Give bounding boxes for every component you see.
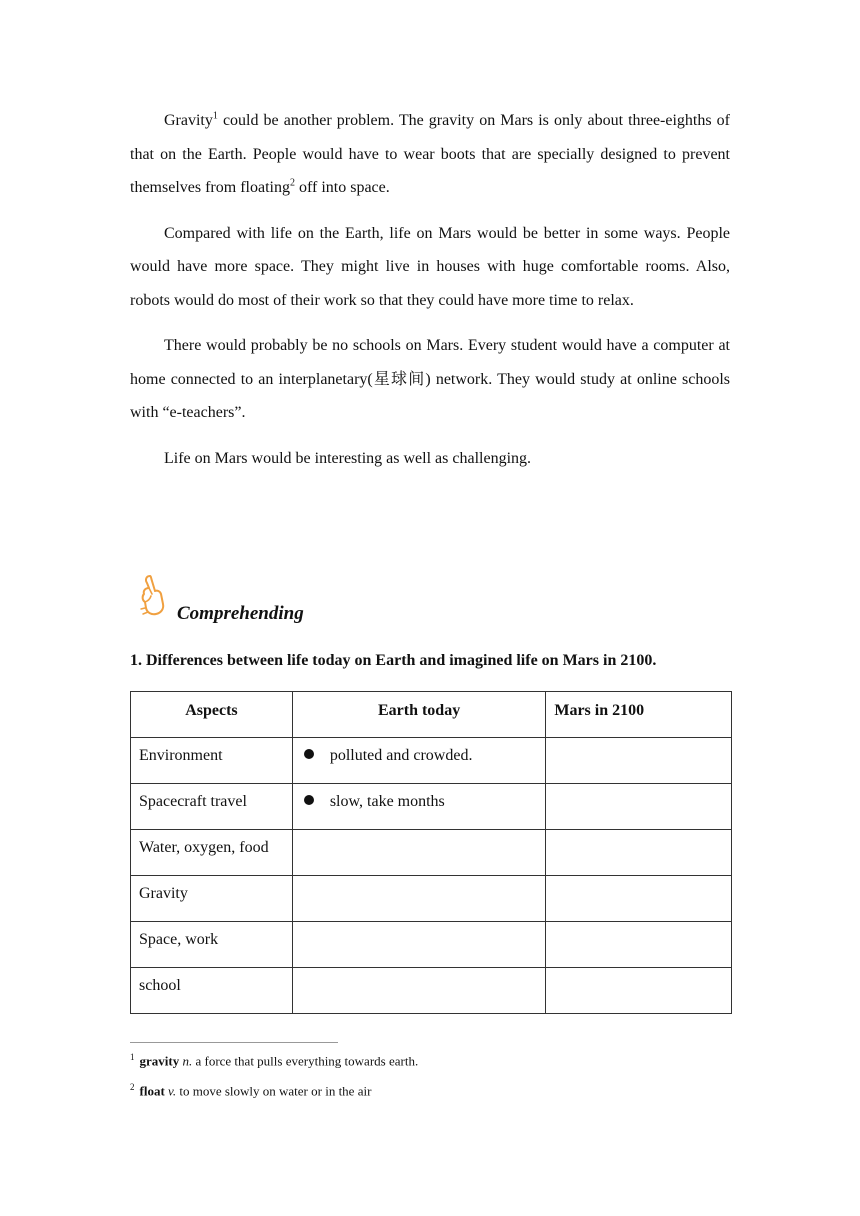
cell-earth-text: polluted and crowded.: [329, 747, 473, 764]
cell-aspect: Spacecraft travel: [131, 784, 293, 830]
cell-earth-text: slow, take months: [329, 793, 445, 810]
footnote-1: [130, 1052, 418, 1069]
footnote-word: float: [139, 1083, 165, 1099]
table-row: [131, 876, 732, 922]
section-header: [130, 572, 730, 624]
table-row: [131, 738, 732, 784]
para-text: could be another problem. The gravity on Mars is only about three-eighths of that on the Earth. People would have to wear boots that are specially designed to prevent themselves from floating: [130, 112, 730, 196]
table-row: [131, 784, 732, 830]
footnote-ref-1[interactable]: 1: [212, 110, 218, 122]
footnote-2: [130, 1082, 371, 1099]
header-mars-2100: Mars in 2100: [546, 692, 732, 738]
paragraph-conclusion: Life on Mars would be interesting as well as challenging.: [164, 449, 532, 467]
comparison-table: [130, 691, 732, 1014]
paragraph-schools: There would probably be no schools on Mars. Every student would have a computer at home connected to an interplanetary(星球间) network. They would study at online schools with “e-teachers”.: [130, 337, 730, 421]
cell-mars[interactable]: [546, 784, 732, 830]
footnote-number: 2: [130, 1082, 135, 1092]
cell-mars[interactable]: [546, 738, 732, 784]
cell-aspect: Water, oxygen, food: [131, 830, 293, 876]
bullet-icon: [304, 795, 314, 805]
table-row: [131, 922, 732, 968]
bullet-icon: [304, 749, 314, 759]
header-earth-today: Earth today: [292, 692, 546, 738]
cell-aspect: Space, work: [131, 922, 293, 968]
reading-text: [130, 104, 730, 487]
cell-mars[interactable]: [546, 922, 732, 968]
header-aspects: Aspects: [131, 692, 293, 738]
cell-earth[interactable]: [292, 738, 546, 784]
footnote-definition: to move slowly on water or in the air: [176, 1083, 372, 1099]
cell-earth[interactable]: [292, 922, 546, 968]
cell-aspect: Environment: [131, 738, 293, 784]
section-title: Comprehending: [177, 603, 304, 624]
table-row: [131, 968, 732, 1014]
hand-pointing-icon: [136, 572, 168, 620]
cell-earth[interactable]: [292, 784, 546, 830]
footnote-ref-2[interactable]: 2: [289, 177, 295, 189]
cell-mars[interactable]: [546, 876, 732, 922]
table-row: [131, 830, 732, 876]
cell-earth[interactable]: [292, 876, 546, 922]
cell-earth[interactable]: [292, 968, 546, 1014]
footnote-pos: n.: [182, 1053, 193, 1069]
table-header-row: [131, 692, 732, 738]
question-title: 1. Differences between life today on Earth and imagined life on Mars in 2100.: [130, 652, 657, 669]
cell-mars[interactable]: [546, 830, 732, 876]
footnote-pos: v.: [168, 1083, 177, 1099]
footnote-divider: [130, 1042, 338, 1043]
paragraph-life-comparison: Compared with life on the Earth, life on Mars would be better in some ways. People would have more space. They might live in houses with huge comfortable rooms. Also, robots would do most of their work so that they could have more time to relax.: [130, 224, 730, 309]
cell-aspect: Gravity: [131, 876, 293, 922]
para-text: off into space.: [294, 179, 390, 196]
cell-earth[interactable]: [292, 830, 546, 876]
cell-mars[interactable]: [546, 968, 732, 1014]
paragraph-gravity: [130, 104, 730, 205]
para-text: Gravity: [164, 112, 213, 129]
footnote-number: 1: [130, 1052, 135, 1062]
cell-aspect: school: [131, 968, 293, 1014]
footnote-definition: a force that pulls everything towards earth.: [192, 1053, 419, 1069]
footnote-word: gravity: [139, 1053, 180, 1069]
